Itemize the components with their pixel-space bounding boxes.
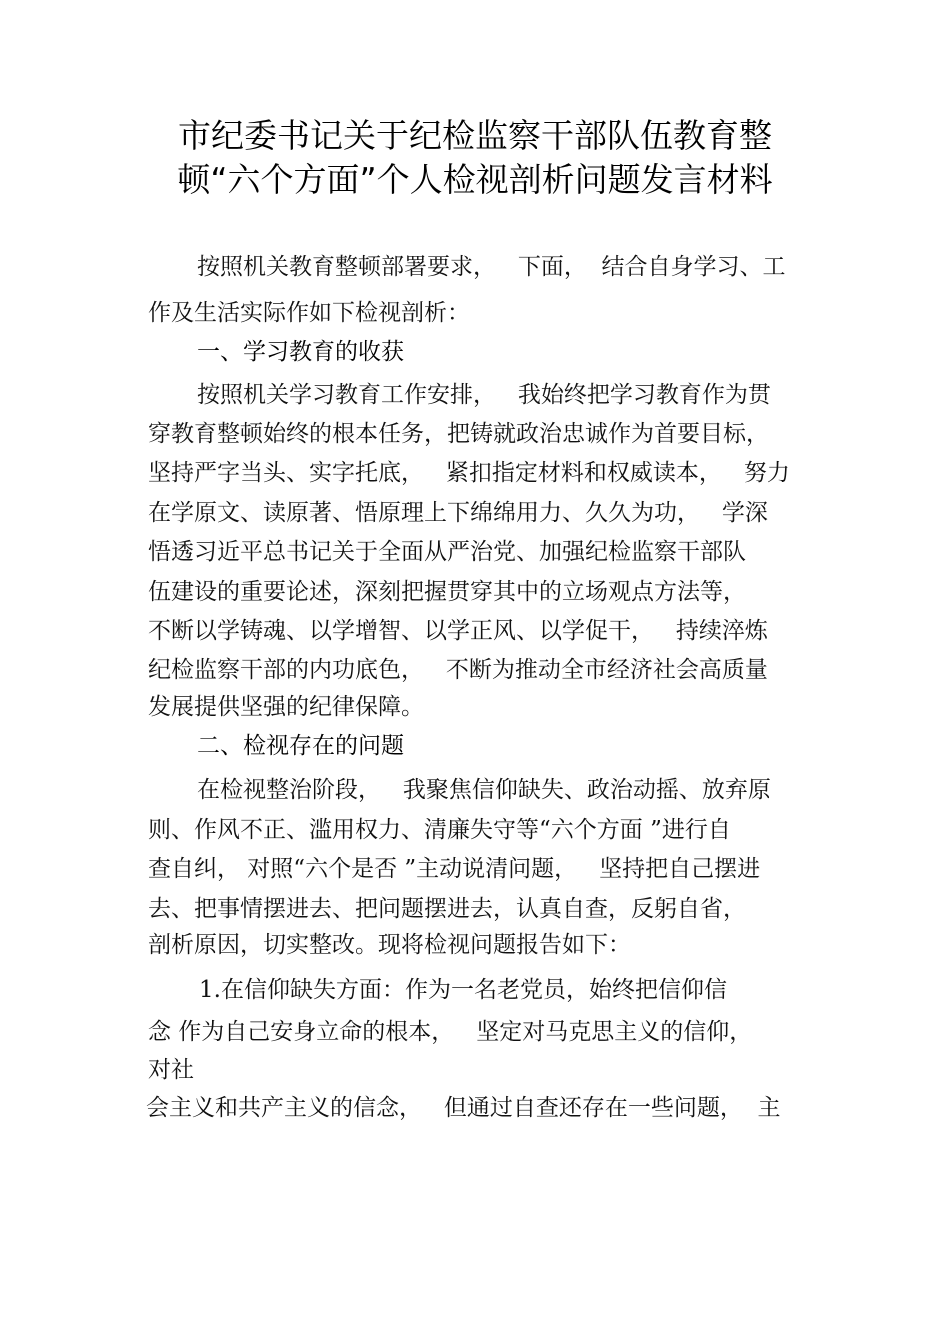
section2-line: 查自纠， 对照“六个是否 ”主动说清问题， 坚持把自己摆进: [148, 856, 761, 882]
section1-line: 纪检监察干部的内功底色， 不断为推动全市经济社会高质量: [148, 657, 768, 683]
section1-line: 在学原文、读原著、悟原理上下绵绵用力、久久为功， 学深: [148, 500, 768, 526]
item1-line: 1.在信仰缺失方面：作为一名老党员，始终把信仰信: [199, 977, 727, 1003]
section2-line: 剖析原因，切实整改。现将检视问题报告如下：: [148, 932, 631, 958]
document-title-line-2: 顿“六个方面”个人检视剖析问题发言材料: [177, 160, 773, 199]
item1-line: 会主义和共产主义的信念， 但通过自查还存在一些问题， 主: [146, 1095, 781, 1121]
section-heading-1: 一、学习教育的收获: [197, 339, 404, 365]
section2-line: 则、作风不正、滥用权力、清廉失守等“六个方面 ”进行自: [148, 817, 731, 843]
section1-line: 悟透习近平总书记关于全面从严治党、加强纪检监察干部队: [148, 539, 746, 565]
section1-line: 伍建设的重要论述，深刻把握贯穿其中的立场观点方法等，: [148, 579, 746, 605]
section2-line: 去、把事情摆进去、把问题摆进去，认真自查，反躬自省，: [148, 896, 746, 922]
intro-line-1: 按照机关教育整顿部署要求， 下面， 结合自身学习、工: [197, 254, 786, 280]
document-title-line-1: 市纪委书记关于纪检监察干部队伍教育整: [178, 116, 772, 155]
section1-line: 穿教育整顿始终的根本任务，把铸就政治忠诚作为首要目标，: [148, 421, 769, 447]
item1-line: 对社: [148, 1057, 194, 1083]
section1-line: 坚持严字当头、实字托底， 紧扣指定材料和权威读本， 努力: [148, 460, 790, 486]
item1-line: 念 作为自己安身立命的根本， 坚定对马克思主义的信仰，: [148, 1019, 753, 1045]
section2-line: 在检视整治阶段， 我聚焦信仰缺失、政治动摇、放弃原: [197, 777, 771, 803]
section1-line: 发展提供坚强的纪律保障。: [148, 694, 424, 720]
section-heading-2: 二、检视存在的问题: [197, 733, 404, 759]
section1-line: 按照机关学习教育工作安排， 我始终把学习教育作为贯: [197, 382, 771, 408]
intro-line-2: 作及生活实际作如下检视剖析：: [148, 300, 470, 326]
section1-line: 不断以学铸魂、以学增智、以学正风、以学促干， 持续淬炼: [148, 618, 768, 644]
